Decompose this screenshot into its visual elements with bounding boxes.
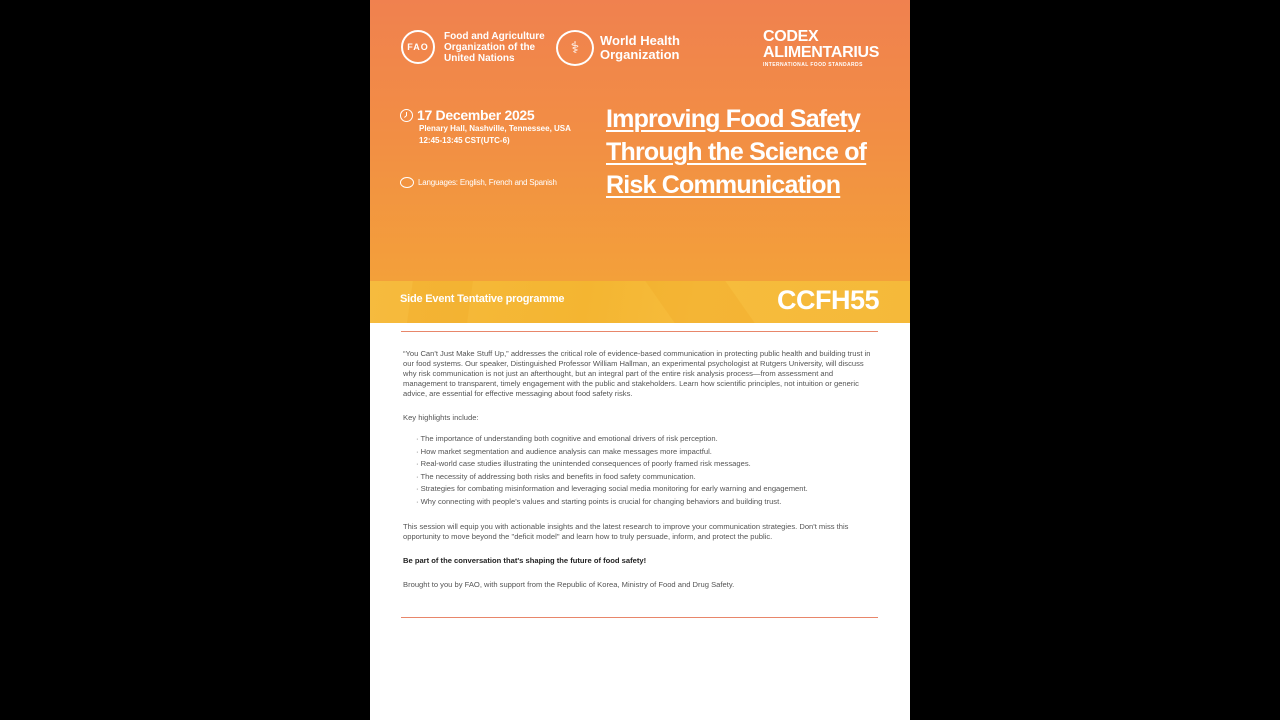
event-languages: Languages: English, French and Spanish — [418, 178, 557, 187]
who-logo — [556, 30, 680, 66]
event-venue: Plenary Hall, Nashville, Tennessee, USA — [419, 124, 571, 133]
fao-name — [444, 31, 545, 64]
event-info — [400, 107, 571, 147]
fao-line: United Nations — [444, 52, 515, 64]
decorative-shape — [645, 281, 754, 323]
top-divider — [401, 331, 878, 332]
programme-band — [370, 281, 910, 323]
fao-line: Organization of the — [444, 41, 536, 53]
fao-emblem-icon: FAO — [401, 30, 435, 64]
languages-row — [400, 177, 557, 188]
codex-line: CODEX — [763, 28, 819, 45]
event-time: 12:45-13:45 CST(UTC-6) — [419, 136, 510, 145]
description — [403, 349, 878, 590]
fao-logo — [401, 30, 545, 64]
session-code: CCFH55 — [776, 285, 879, 315]
highlights-list — [403, 433, 878, 508]
call-to-action: Be part of the conversation that's shaping the future of food safety! — [403, 556, 647, 565]
list-item: · Strategies for combating misinformation and leveraging social media monitoring for early warning and engagement. — [416, 483, 878, 496]
who-line: World Health — [600, 33, 680, 48]
list-item: · How market segmentation and audience analysis can make messages more impactful. — [416, 446, 878, 459]
event-date: 17 December 2025 — [417, 107, 535, 123]
codex-subtitle: INTERNATIONAL FOOD STANDARDS — [763, 62, 863, 68]
list-item: · The necessity of addressing both risks and benefits in food safety communication. — [416, 471, 878, 484]
band-label: Side Event Tentative programme — [400, 293, 565, 305]
closing-paragraph: This session will equip you with actionable insights and the latest research to improve your communication strategies. Don't miss this opportunity to move beyond the "deficit model" and learn how to truly persuade, inform, and protect the public. — [403, 522, 849, 541]
list-item: · Real-world case studies illustrating the unintended consequences of poorly framed risk messages. — [416, 458, 878, 471]
who-line: Organization — [600, 47, 680, 62]
fao-line: Food and Agriculture — [444, 30, 545, 42]
hero-header — [370, 0, 910, 281]
credits: Brought to you by FAO, with support from the Republic of Korea, Ministry of Food and Drug Safety. — [403, 580, 735, 589]
flyer-page — [370, 0, 910, 720]
list-item: · Why connecting with people's values and starting points is crucial for changing behaviors and building trust. — [416, 496, 878, 509]
who-name — [600, 34, 680, 62]
list-item: · The importance of understanding both cognitive and emotional drivers of risk perception. — [416, 433, 878, 446]
who-globe-icon: ⚕ — [556, 30, 594, 66]
bottom-divider — [401, 617, 878, 618]
event-title: Improving Food Safety Through the Science of Risk Communication — [606, 105, 867, 199]
codex-line: ALIMENTARIUS — [763, 44, 880, 61]
date-row — [400, 107, 571, 123]
highlights-heading: Key highlights include: — [403, 413, 479, 422]
speech-bubble-icon — [400, 177, 414, 188]
intro-paragraph: “You Can't Just Make Stuff Up,” addresses the critical role of evidence-based communication in protecting public health and building trust in our food systems. Our speaker, Distinguished Professor William Hallman, an experimental psychologist at Rutgers University, will discuss why risk communication is not just an afterthought, but an integral part of the entire risk analysis process—from assessment and management to transparent, timely engagement with the public and stakeholders. Learn how scientific principles, not intuition or generic advice, are essential for effective messaging about food safety risks. — [403, 349, 871, 398]
clock-icon — [400, 109, 413, 122]
codex-logo — [763, 29, 879, 68]
